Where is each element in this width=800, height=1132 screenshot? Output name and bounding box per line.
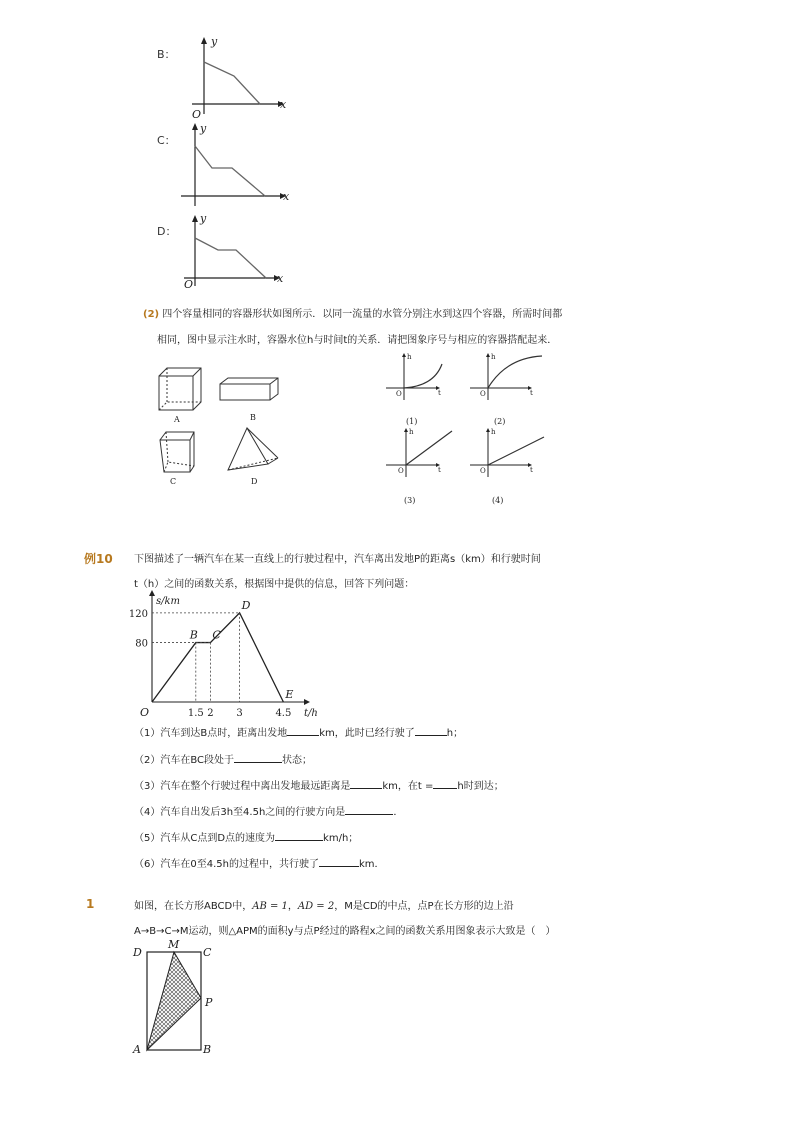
- container-c-label: C: [170, 477, 177, 486]
- container-a: [159, 368, 201, 410]
- question-3-suffix: h时到达；: [457, 781, 504, 792]
- answer-blank-6[interactable]: [319, 855, 359, 867]
- question-4-suffix: ．: [393, 807, 404, 818]
- x-axis-arrow: [304, 699, 310, 705]
- question-2-prefix: （2）汽车在BC段处于: [134, 755, 235, 766]
- point-label-C: C: [212, 628, 221, 642]
- problem1-line2: A→B→C→M运动，则△APM的面积y与点P经过的路程x之间的函数关系用图象表示大致是（ ）: [134, 926, 556, 937]
- axis-label-x: x: [283, 190, 290, 203]
- h-axis-arrow: [486, 428, 490, 432]
- label-b: B: [203, 1043, 212, 1056]
- y-tick-label-120: 120: [128, 608, 148, 620]
- x-tick-label-2: 2: [207, 708, 214, 719]
- t-label: t: [530, 466, 533, 474]
- container-a-label: A: [174, 415, 180, 424]
- question-3: [134, 777, 504, 792]
- level-graph-1: [382, 350, 454, 430]
- distance-series-line: [152, 613, 283, 702]
- option-c-label: C：: [157, 134, 176, 147]
- question-5: [134, 829, 358, 844]
- origin-label: O: [480, 467, 486, 475]
- t-label: t: [438, 389, 441, 397]
- problem1-eq2: AD = 2: [297, 901, 335, 912]
- graph-number: (3): [404, 496, 416, 505]
- option-b-graph: [186, 34, 296, 120]
- h-axis-arrow: [402, 353, 406, 357]
- label-a: A: [133, 1043, 141, 1056]
- option-d-label: D：: [157, 225, 177, 238]
- graph-number: (2): [494, 417, 506, 426]
- problem2-text-line1: 四个容量相同的容器形状如图所示．以同一流量的水管分别注水到这四个容器，所需时间都: [162, 309, 563, 320]
- function-curve: [195, 238, 266, 278]
- graph-number: (4): [492, 496, 504, 505]
- graph-number: (1): [406, 417, 418, 426]
- option-b-label: B：: [157, 48, 176, 61]
- level-curve: [488, 356, 542, 388]
- option-c-graph: [178, 120, 298, 210]
- question-2: [134, 751, 312, 766]
- problem1-line1: [134, 897, 514, 912]
- container-d: [228, 428, 278, 470]
- y-axis-title: s/km: [156, 596, 181, 607]
- container-c: [160, 432, 194, 472]
- origin-label: O: [396, 390, 402, 398]
- containers-figure: [150, 362, 290, 492]
- h-label: h: [491, 353, 496, 361]
- question-6: [134, 855, 385, 870]
- problem2-number: (2): [143, 309, 160, 320]
- problem2-line1: [143, 305, 562, 320]
- answer-blank-1a[interactable]: [287, 724, 319, 736]
- answer-blank-3a[interactable]: [350, 777, 382, 789]
- example10-intro-line1: 下图描述了一辆汽车在某一直线上的行驶过程中，汽车离出发地P的距离s（km）和行驶时间: [134, 554, 541, 565]
- problem1-label: 1: [86, 897, 95, 911]
- container-d-label: D: [251, 477, 258, 486]
- question-1-mid: km，此时已经行驶了: [319, 728, 415, 739]
- h-label: h: [407, 353, 412, 361]
- origin-label: O: [184, 278, 194, 291]
- h-axis-arrow: [486, 353, 490, 357]
- question-4-prefix: （4）汽车自出发后3h至4.5h之间的行驶方向是: [134, 807, 346, 818]
- problem2-line2: 相同，图中显示注水时，容器水位h与时间t的关系．请把图象序号与相应的容器搭配起来．: [157, 335, 558, 346]
- h-axis-arrow: [404, 428, 408, 432]
- axis-label-x: x: [280, 98, 287, 111]
- question-6-prefix: （6）汽车在0至4.5h的过程中，共行驶了: [134, 859, 319, 870]
- problem1-eq1: AB = 1: [252, 901, 288, 912]
- function-curve: [195, 146, 265, 196]
- axis-label-y: y: [200, 122, 207, 135]
- answer-blank-1b[interactable]: [415, 724, 447, 736]
- distance-time-chart: [120, 590, 330, 720]
- question-3-prefix: （3）汽车在整个行驶过程中离出发地最远距离是: [134, 781, 351, 792]
- y-axis-arrow: [192, 215, 198, 222]
- example10-intro-line2: t（h）之间的函数关系，根据图中提供的信息，回答下列问题：: [134, 579, 415, 590]
- level-line: [488, 437, 544, 465]
- x-tick-label-3: 3: [236, 708, 243, 719]
- rectangle-figure: [128, 936, 224, 1058]
- origin-label: O: [398, 467, 404, 475]
- problem1-line1-suffix: ，M是CD的中点，点P在长方形的边上沿: [334, 901, 514, 912]
- problem1-sep: ，: [287, 901, 298, 912]
- origin-label: O: [480, 390, 486, 398]
- x-tick-label-1.5: 1.5: [187, 708, 204, 719]
- point-label-D: D: [241, 598, 251, 612]
- answer-blank-2[interactable]: [234, 751, 282, 763]
- question-6-suffix: km．: [358, 859, 385, 870]
- x-axis-title: t/h: [304, 708, 318, 719]
- triangle-apm: [147, 952, 201, 1050]
- axis-label-x: x: [277, 272, 284, 285]
- question-4: [134, 803, 403, 818]
- t-label: t: [438, 466, 441, 474]
- x-tick-label-4.5: 4.5: [275, 708, 292, 719]
- label-c: C: [203, 946, 212, 959]
- label-m: M: [168, 938, 180, 951]
- point-label-O: O: [140, 706, 150, 719]
- question-3-mid: km，在t =: [382, 781, 434, 792]
- axis-label-y: y: [200, 212, 207, 225]
- level-graph-2: [466, 350, 546, 430]
- function-curve: [204, 62, 260, 104]
- axis-label-y: y: [211, 35, 218, 48]
- y-axis-arrow: [149, 590, 155, 596]
- container-b-label: B: [250, 413, 256, 422]
- question-5-prefix: （5）汽车从C点到D点的速度为: [134, 833, 276, 844]
- question-2-suffix: 状态；: [282, 755, 313, 766]
- label-p: P: [205, 996, 213, 1009]
- level-graph-4: [466, 425, 550, 507]
- y-tick-label-80: 80: [135, 638, 148, 650]
- problem1-line1-prefix: 如图，在长方形ABCD中，: [134, 901, 253, 912]
- y-axis-arrow: [201, 37, 207, 44]
- example10-label: 例10: [84, 552, 113, 566]
- question-1-prefix: （1）汽车到达B点时，距离出发地: [134, 728, 288, 739]
- level-curve: [404, 364, 442, 388]
- point-label-E: E: [285, 688, 294, 701]
- answer-blank-5[interactable]: [275, 829, 323, 841]
- level-graph-3: [382, 425, 462, 507]
- point-label-B: B: [189, 628, 198, 642]
- question-1-suffix: h；: [446, 728, 464, 739]
- container-b: [220, 378, 278, 400]
- question-5-suffix: km/h；: [323, 833, 359, 844]
- answer-blank-3b[interactable]: [433, 777, 457, 789]
- origin-label: O: [192, 108, 202, 121]
- h-label: h: [409, 428, 414, 436]
- level-line: [406, 431, 452, 465]
- h-label: h: [491, 428, 496, 436]
- label-d: D: [133, 946, 142, 959]
- y-axis-arrow: [192, 123, 198, 130]
- question-1: [134, 724, 463, 739]
- t-label: t: [530, 389, 533, 397]
- option-d-graph: [180, 212, 290, 290]
- answer-blank-4[interactable]: [345, 803, 393, 815]
